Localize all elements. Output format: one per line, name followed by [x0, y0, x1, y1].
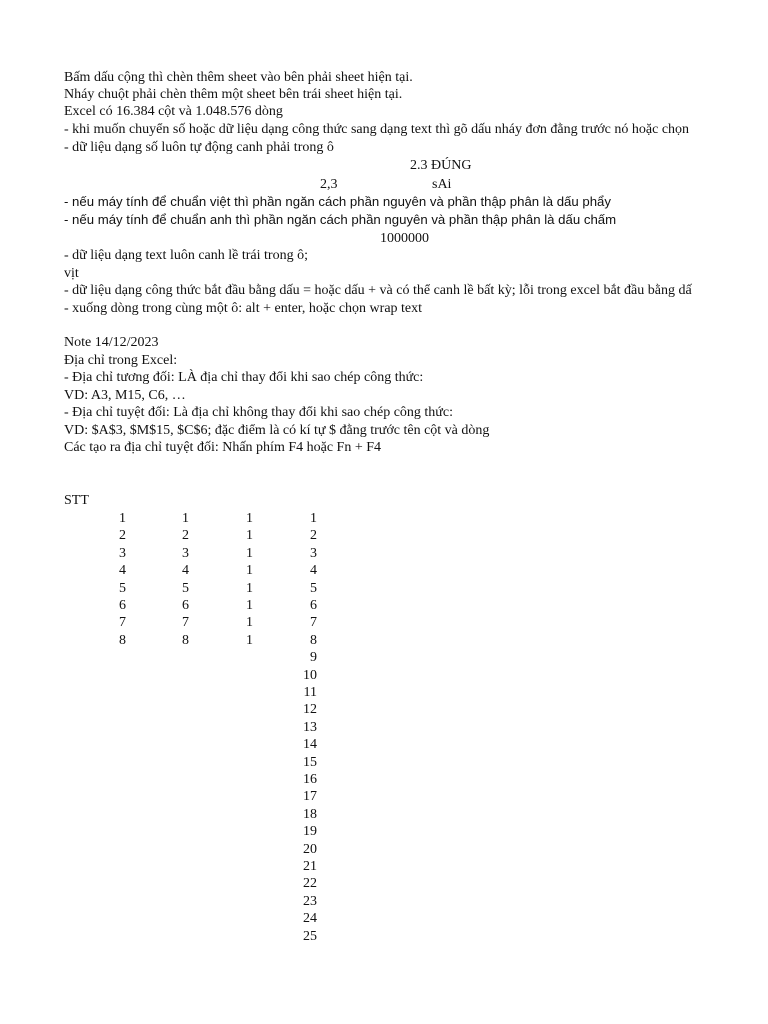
table-cell: 24 [303, 911, 317, 927]
table-cell: 17 [303, 789, 317, 805]
note-line: VD: $A$3, $M$15, $C$6; đặc điểm là có kí tự $ đằng trước tên cột và dòng [64, 423, 490, 438]
table-cell: 22 [303, 876, 317, 892]
table-cell: 11 [303, 685, 317, 700]
table-cell: 1 [246, 632, 253, 648]
note-line: - Địa chỉ tuyệt đối: Là địa chỉ không thay đổi khi sao chép công thức: [64, 405, 453, 420]
table-cell: 1 [246, 615, 253, 631]
table-cell: 13 [303, 719, 317, 735]
table-cell: 23 [303, 893, 317, 909]
table-cell: 7 [310, 615, 317, 631]
table-cell: 2 [119, 528, 126, 544]
table-cell: 19 [303, 824, 317, 840]
table-cell: 1 [246, 598, 253, 613]
table-cell: 7 [182, 615, 189, 631]
note-line: 2.3 ĐÚNG [410, 158, 472, 173]
table-cell: 21 [303, 859, 317, 874]
table-cell: 1 [246, 528, 253, 544]
table-cell: 25 [303, 928, 317, 944]
table-cell: 18 [303, 806, 317, 822]
table-cell: 6 [310, 598, 317, 613]
note-line: - khi muốn chuyển số hoặc dữ liệu dạng công thức sang dạng text thì gõ dấu nháy đơn đằng trước nó hoặc chọn [64, 122, 690, 137]
table-cell: 8 [310, 632, 317, 648]
table-cell: 4 [310, 563, 317, 579]
table-cell: 20 [303, 841, 317, 857]
table-cell: 15 [303, 754, 317, 770]
table-cell: 5 [119, 580, 126, 596]
note-line: 2,3 [320, 177, 338, 192]
note-line: Bấm dấu cộng thì chèn thêm sheet vào bên phải sheet hiện tại. [64, 70, 413, 85]
note-line: Nháy chuột phải chèn thêm một sheet bên trái sheet hiện tại. [64, 87, 403, 102]
table-cell: 1 [246, 563, 253, 579]
note-line: - xuống dòng trong cùng một ô: alt + enter, hoặc chọn wrap text [64, 301, 423, 316]
table-cell: 16 [303, 772, 317, 787]
table-cell: 9 [310, 650, 317, 666]
table-cell: 1 [246, 545, 253, 561]
note-line: - dữ liệu dạng text luôn canh lề trái trong ô; [64, 248, 308, 263]
table-cell: 4 [182, 563, 189, 579]
table-cell: 6 [119, 598, 126, 613]
table-cell: 2 [182, 528, 189, 544]
table-cell: 14 [303, 737, 317, 753]
note-line: VD: A3, M15, C6, … [64, 388, 186, 403]
note-line: Địa chỉ trong Excel: [64, 353, 178, 368]
table-cell: 3 [119, 545, 126, 561]
table-cell: 8 [182, 632, 189, 648]
note-line: Excel có 16.384 cột và 1.048.576 dòng [64, 104, 283, 119]
table-cell: 7 [119, 615, 126, 631]
table-cell: 1 [119, 511, 126, 526]
note-line: vịt [64, 266, 79, 281]
note-line: - dữ liệu dạng công thức bắt đầu bằng dấu = hoặc dấu + và có thể canh lề bất kỳ; lỗi trong excel bắt đầu bằng dấ [64, 283, 692, 298]
note-line: - dữ liệu dạng số luôn tự động canh phải trong ô [64, 140, 334, 155]
note-line: Các tạo ra địa chỉ tuyệt đối: Nhấn phím F4 hoặc Fn + F4 [64, 440, 382, 455]
table-cell: 1 [246, 580, 253, 596]
table-header-stt: STT [64, 493, 89, 508]
note-line: - Địa chỉ tương đối: LÀ địa chỉ thay đổi khi sao chép công thức: [64, 370, 424, 385]
table-cell: 1 [246, 511, 253, 526]
note-line: Note 14/12/2023 [64, 335, 159, 350]
note-line: - nếu máy tính để chuẩn việt thì phần ngăn cách phần nguyên và phần thập phân là dấu phẩy [64, 194, 611, 209]
table-cell: 6 [182, 598, 189, 613]
table-cell: 5 [310, 580, 317, 596]
table-cell: 8 [119, 632, 126, 648]
note-line: 1000000 [380, 231, 429, 246]
table-cell: 12 [303, 702, 317, 718]
table-cell: 10 [303, 667, 317, 683]
table-cell: 3 [310, 545, 317, 561]
table-cell: 3 [182, 545, 189, 561]
table-cell: 1 [310, 511, 317, 526]
table-cell: 4 [119, 563, 126, 579]
note-line: - nếu máy tính để chuẩn anh thì phần ngăn cách phần nguyên và phần thập phân là dấu chấm [64, 212, 617, 227]
table-cell: 2 [310, 528, 317, 544]
table-cell: 5 [182, 580, 189, 596]
table-cell: 1 [182, 511, 189, 526]
note-line: sAi [432, 177, 452, 192]
